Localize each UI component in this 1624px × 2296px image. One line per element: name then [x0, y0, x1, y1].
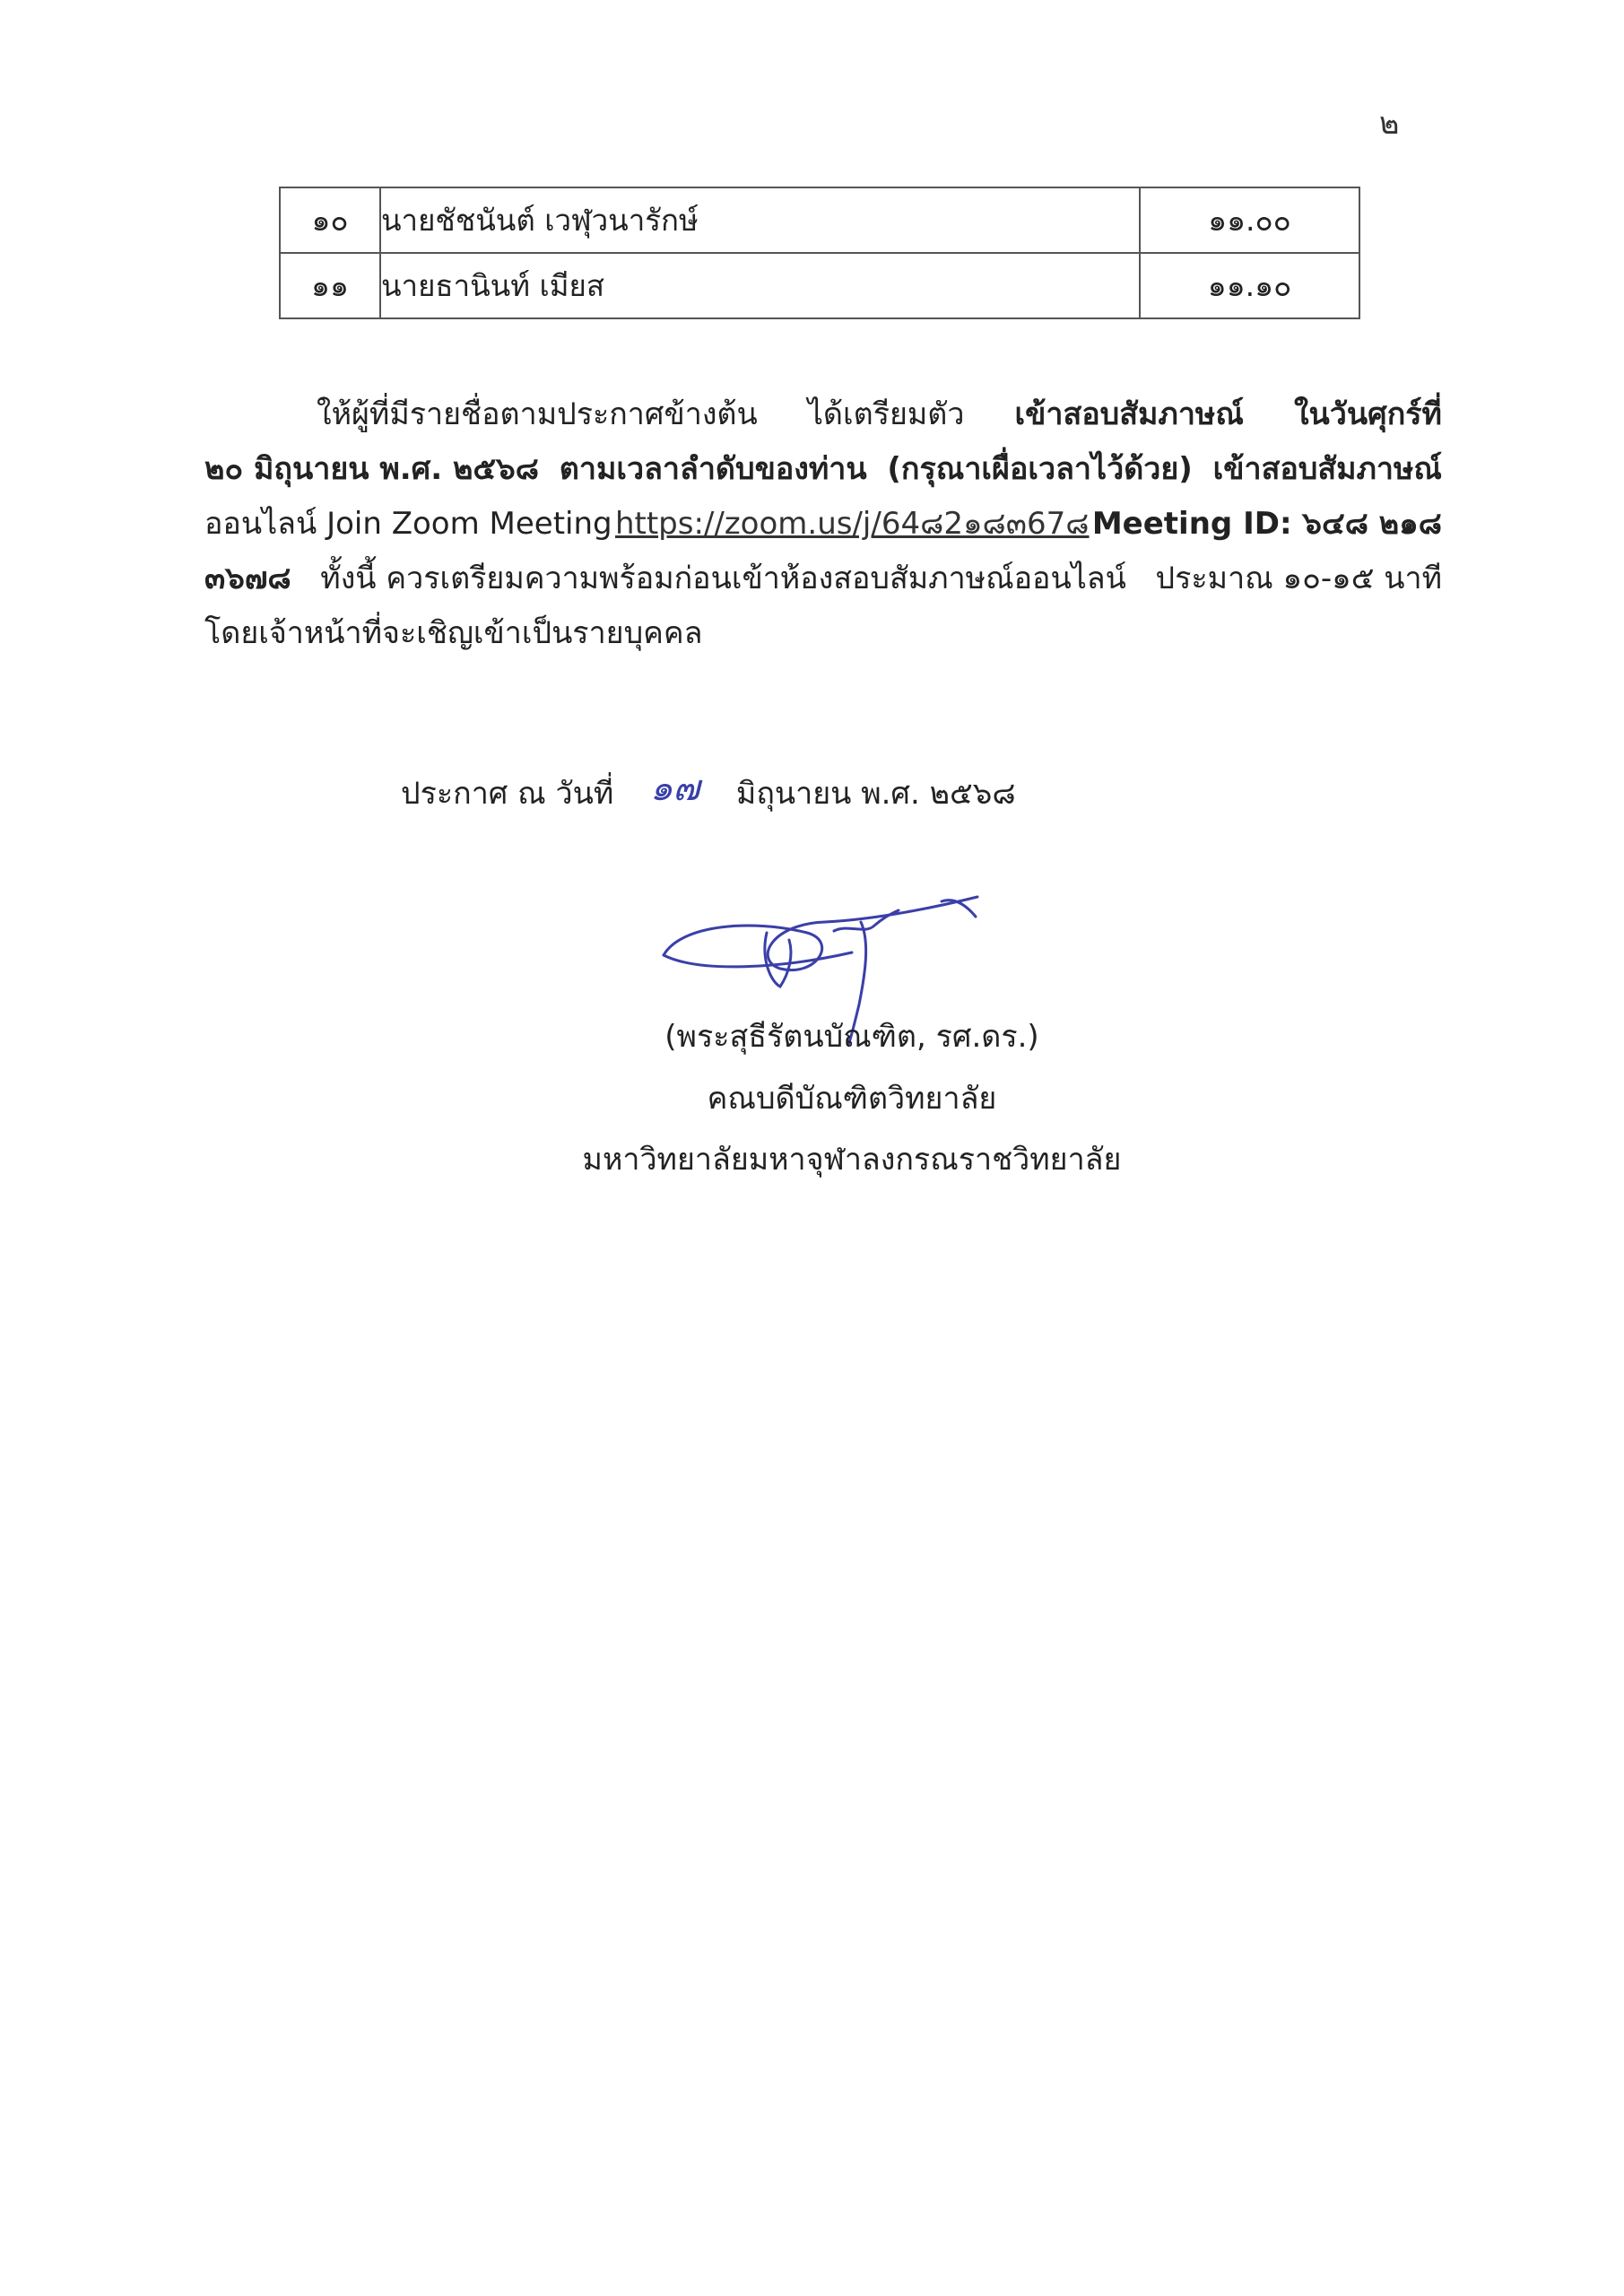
candidate-name: นายชัชนันต์ เวฬุวนารักษ์ [380, 187, 1140, 253]
body-text-segment: ออนไลน์ Join Zoom Meeting [204, 506, 612, 542]
body-line-4 [204, 552, 1442, 606]
body-text-segment: ให้ผู้ที่มีรายชื่อตามประกาศข้างต้น [317, 396, 758, 432]
interview-schedule-table [279, 187, 1360, 319]
handwritten-day: ๑๗ [649, 768, 700, 809]
body-text-segment: ในวันศุกร์ที่ [1293, 396, 1442, 432]
interview-time: ๑๑.๑๐ [1140, 253, 1359, 318]
body-text-segment: ๓๖๗๘ [204, 561, 291, 596]
zoom-meeting-link[interactable]: https://zoom.us/j/64๘2๑๘๓67๘ [614, 506, 1090, 542]
signer-organization: มหาวิทยาลัยมหาจุฬาลงกรณราชวิทยาลัย [582, 1142, 1122, 1178]
signer-name: (พระสุธีรัตนบัณฑิต, รศ.ดร.) [664, 1019, 1039, 1055]
body-text-segment: ได้เตรียมตัว [807, 396, 965, 432]
table-row [280, 253, 1359, 318]
body-line-3 [204, 497, 1442, 552]
row-number: ๑๐ [280, 187, 380, 253]
date-month-year: มิถุนายน พ.ศ. ๒๕๖๘ [735, 776, 1016, 812]
body-text-segment: เข้าสอบสัมภาษณ์ [1014, 396, 1244, 432]
body-line-1 [204, 387, 1442, 442]
body-text-segment: ๒๐ มิถุนายน พ.ศ. ๒๕๖๘ [204, 451, 539, 487]
row-number: ๑๑ [280, 253, 380, 318]
body-text-segment: เข้าสอบสัมภาษณ์ [1212, 451, 1442, 487]
meeting-id: Meeting ID: ๖๔๘ ๒๑๘ [1091, 506, 1442, 542]
body-text-segment: ทั้งนี้ ควรเตรียมความพร้อมก่อนเข้าห้องสอบสัมภาษณ์ออนไลน์ [320, 561, 1126, 596]
table-row [280, 187, 1359, 253]
body-text-segment: ประมาณ ๑๐-๑๕ นาที [1155, 561, 1442, 596]
candidate-name: นายธานินท์ เมียส [380, 253, 1140, 318]
body-line-2 [204, 442, 1442, 497]
date-prefix: ประกาศ ณ วันที่ [401, 776, 614, 812]
signer-position: คณบดีบัณฑิตวิทยาลัย [707, 1081, 997, 1117]
announcement-body [204, 387, 1442, 661]
body-text-segment: โดยเจ้าหน้าที่จะเชิญเข้าเป็นรายบุคคล [204, 615, 703, 651]
interview-time: ๑๑.๐๐ [1140, 187, 1359, 253]
body-text-segment: ตามเวลาลำดับของท่าน [559, 451, 867, 487]
announcement-date [401, 762, 1016, 820]
body-text-segment: (กรุณาเผื่อเวลาไว้ด้วย) [887, 451, 1193, 487]
body-line-5 [204, 606, 1442, 661]
page-number: ๒ [1379, 106, 1400, 142]
